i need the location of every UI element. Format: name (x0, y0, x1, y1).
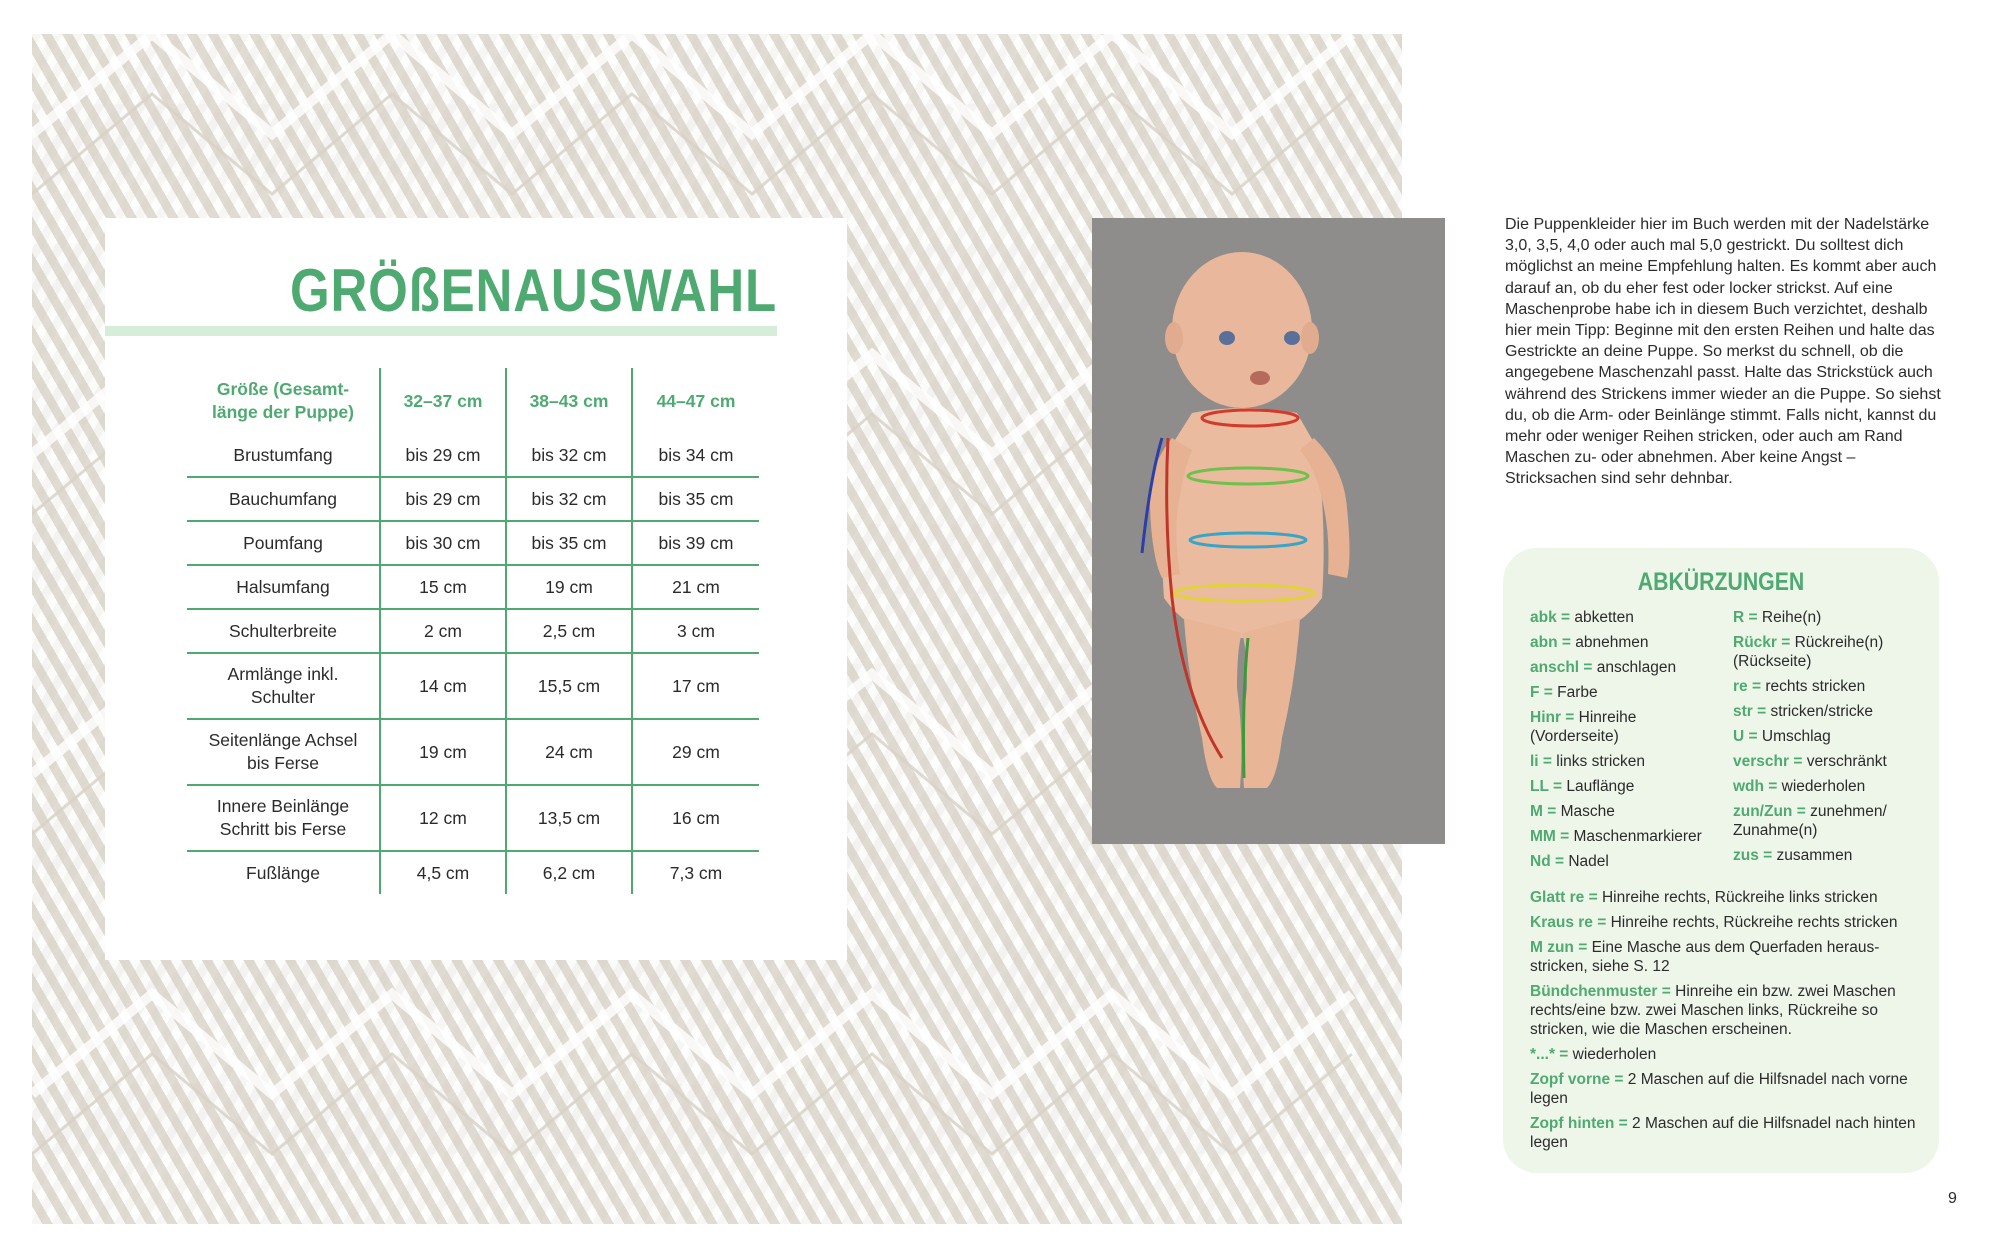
table-cell: 4,5 cm (380, 851, 506, 894)
abbreviation-value: zusammen (1776, 847, 1853, 864)
abbreviation-item (1530, 608, 1730, 627)
size-table-header: 44–47 cm (656, 390, 736, 411)
abbreviation-value: zunehmen/ Zunahme(n) (1733, 803, 1887, 839)
abbreviation-key: R = (1733, 609, 1758, 626)
abbreviation-key: F = (1530, 684, 1553, 701)
size-chart-title: GRÖßENAUSWAHL (289, 257, 777, 324)
table-cell: Poumfang (187, 521, 380, 565)
size-table-header-row (187, 368, 759, 434)
abbreviation-key: str = (1733, 703, 1767, 720)
abbreviation-item (1530, 683, 1730, 702)
table-cell: 2,5 cm (506, 609, 632, 653)
abbreviation-key: Hinr = (1530, 709, 1575, 726)
abbreviation-value: links stricken (1556, 753, 1646, 770)
table-cell: Brustumfang (187, 434, 380, 477)
abbreviation-key: Bündchenmuster = (1530, 983, 1671, 1000)
doll-illustration (1092, 218, 1445, 844)
abbreviation-key: zun/Zun = (1733, 803, 1806, 820)
abbreviation-item (1733, 727, 1923, 746)
abbreviations-box (1503, 548, 1939, 1173)
table-cell: 2 cm (380, 609, 506, 653)
table-row (187, 609, 759, 653)
table-cell: Halsumfang (187, 565, 380, 609)
table-cell: bis 29 cm (380, 434, 506, 477)
abbreviation-key: verschr = (1733, 753, 1803, 770)
table-row (187, 434, 759, 477)
abbreviations-right-column (1733, 608, 1923, 871)
abbreviation-value: stricken/stricke (1770, 703, 1873, 720)
abbreviation-item (1530, 802, 1730, 821)
abbreviation-key: li = (1530, 753, 1552, 770)
abbreviation-value: wiederholen (1781, 778, 1866, 795)
abbreviation-item (1530, 633, 1730, 652)
table-row (187, 719, 759, 785)
abbreviation-item (1733, 633, 1923, 671)
abbreviations-left-column (1530, 608, 1730, 877)
abbreviation-key: Kraus re = (1530, 914, 1607, 931)
abbreviation-value: Masche (1560, 803, 1615, 820)
abbreviation-item (1530, 913, 1925, 932)
table-cell: bis 32 cm (506, 434, 632, 477)
table-cell: 6,2 cm (506, 851, 632, 894)
abbreviation-value: 2 Maschen auf die Hilfsnadel nach vorne legen (1530, 1071, 1908, 1107)
size-chart-card (105, 218, 847, 960)
size-table (187, 368, 759, 894)
table-cell: 12 cm (380, 785, 506, 851)
abbreviation-key: Zopf hinten = (1530, 1115, 1628, 1132)
abbreviation-value: 2 Maschen auf die Hilfsnadel nach hinten legen (1530, 1115, 1916, 1151)
table-cell: bis 29 cm (380, 477, 506, 521)
abbreviation-value: Hinreihe (Vorderseite) (1530, 709, 1637, 745)
table-cell: Innere Beinlänge Schritt bis Ferse (187, 785, 380, 851)
table-cell: 3 cm (677, 620, 715, 641)
abbreviation-item (1733, 702, 1923, 721)
abbreviation-item (1530, 658, 1730, 677)
table-cell: 13,5 cm (506, 785, 632, 851)
table-cell: Schulterbreite (187, 609, 380, 653)
table-row (187, 785, 759, 851)
table-cell: Fußlänge (187, 851, 380, 894)
abbreviation-value: Umschlag (1761, 728, 1831, 745)
abbreviation-value: Maschenmarkierer (1573, 828, 1702, 845)
abbreviation-key: Rückr = (1733, 634, 1791, 651)
abbreviation-value: Rückreihe(n) (Rückseite) (1733, 634, 1884, 670)
abbreviation-key: re = (1733, 678, 1762, 695)
title-underline (105, 326, 777, 336)
table-cell: 19 cm (380, 719, 506, 785)
table-cell: bis 35 cm (658, 488, 734, 509)
abbreviation-key: abk = (1530, 609, 1571, 626)
table-row (187, 851, 759, 894)
size-table-header: 32–37 cm (380, 368, 506, 434)
table-row (187, 477, 759, 521)
abbreviation-value: Nadel (1568, 853, 1609, 870)
abbreviation-key: Nd = (1530, 853, 1565, 870)
abbreviation-key: LL = (1530, 778, 1563, 795)
table-cell: 15 cm (380, 565, 506, 609)
abbreviation-key: abn = (1530, 634, 1571, 651)
abbreviation-value: Lauflänge (1566, 778, 1635, 795)
abbreviations-title: ABKÜRZUNGEN (1637, 568, 1805, 596)
abbreviation-key: Glatt re = (1530, 889, 1598, 906)
abbreviation-key: U = (1733, 728, 1758, 745)
size-table-header: 38–43 cm (506, 368, 632, 434)
abbreviation-item (1530, 1070, 1925, 1108)
table-cell: 29 cm (672, 741, 720, 762)
table-cell: Armlänge inkl. Schulter (187, 653, 380, 719)
abbreviation-item (1733, 777, 1923, 796)
size-table-header: Größe (Gesamt- länge der Puppe) (187, 368, 380, 434)
abbreviation-key: Zopf vorne = (1530, 1071, 1624, 1088)
abbreviation-item (1733, 752, 1923, 771)
abbreviation-value: Eine Masche aus dem Querfaden heraus-stricken, siehe S. 12 (1530, 939, 1880, 975)
abbreviation-item (1530, 982, 1925, 1039)
abbreviation-item (1530, 777, 1730, 796)
abbreviation-item (1733, 802, 1923, 840)
abbreviation-key: M zun = (1530, 939, 1588, 956)
abbreviation-key: *...* = (1530, 1046, 1569, 1063)
abbreviation-value: wiederholen (1572, 1046, 1657, 1063)
intro-paragraph: Die Puppenkleider hier im Buch werden mit der Nadelstärke 3,0, 3,5, 4,0 oder auch mal 5,0 gestrickt. Du solltest dich möglichst an meine Empfehlung halten. Es kommt aber auch darauf an, ob du eher fest oder locker strickst. Auf eine Maschenprobe habe ich in diesem Buch verzichtet, deshalb hier mein Tipp: Beginne mit den ersten Reihen und halte das Gestrickte an deine Puppe. So merkst du schnell, ob die angegebene Maschenzahl passt. Halte das Strickstück auch während des Strickens immer wieder an die Puppe. So siehst du, ob die Arm- oder Beinlänge stimmt. Falls nicht, kannst du mehr oder weniger Reihen stricken, oder auch am Rand Maschen zu- oder abnehmen. Aber keine Angst – Stricksachen sind sehr dehnbar. (1505, 216, 1941, 488)
abbreviation-item (1733, 846, 1923, 865)
table-cell: 17 cm (672, 675, 720, 696)
abbreviation-value: abnehmen (1575, 634, 1649, 651)
abbreviation-value: anschlagen (1596, 659, 1677, 676)
page-number: 9 (1948, 1190, 1957, 1207)
abbreviation-item (1530, 852, 1730, 871)
abbreviation-value: verschränkt (1806, 753, 1887, 770)
abbreviation-key: wdh = (1733, 778, 1778, 795)
table-cell: bis 34 cm (658, 444, 734, 465)
abbreviation-key: MM = (1530, 828, 1570, 845)
abbreviation-value: Farbe (1557, 684, 1598, 701)
table-cell: bis 39 cm (658, 532, 734, 553)
table-cell: 16 cm (672, 807, 720, 828)
abbreviation-value: rechts stricken (1765, 678, 1866, 695)
abbreviation-key: anschl = (1530, 659, 1593, 676)
abbreviation-value: Hinreihe ein bzw. zwei Maschen rechts/eine bzw. zwei Maschen links, Rückreihe so stricken, wie die Maschen erscheinen. (1530, 983, 1896, 1038)
abbreviation-item (1530, 708, 1660, 746)
table-cell: Bauchumfang (187, 477, 380, 521)
abbreviation-value: Hinreihe rechts, Rückreihe rechts stricken (1610, 914, 1898, 931)
abbreviation-item (1530, 888, 1925, 907)
table-row (187, 653, 759, 719)
table-row (187, 521, 759, 565)
table-cell: Seitenlänge Achsel bis Ferse (187, 719, 380, 785)
table-row (187, 565, 759, 609)
abbreviation-key: M = (1530, 803, 1557, 820)
table-cell: 19 cm (506, 565, 632, 609)
abbreviation-value: Reihe(n) (1761, 609, 1822, 626)
abbreviation-item (1530, 752, 1730, 771)
abbreviation-item (1733, 608, 1923, 627)
table-cell: 15,5 cm (506, 653, 632, 719)
table-cell: 14 cm (380, 653, 506, 719)
abbreviation-item (1530, 1114, 1925, 1152)
table-cell: 21 cm (672, 576, 720, 597)
table-cell: bis 35 cm (506, 521, 632, 565)
abbreviation-value: abketten (1574, 609, 1634, 626)
abbreviation-item (1733, 677, 1923, 696)
abbreviation-key: zus = (1733, 847, 1773, 864)
abbreviation-value: Hinreihe rechts, Rückreihe links stricken (1601, 889, 1878, 906)
abbreviation-item (1530, 1045, 1925, 1064)
abbreviations-wide-list (1530, 888, 1925, 1158)
abbreviation-item (1530, 827, 1730, 846)
table-cell: bis 30 cm (380, 521, 506, 565)
table-cell: 7,3 cm (669, 862, 723, 883)
table-cell: bis 32 cm (506, 477, 632, 521)
table-cell: 24 cm (506, 719, 632, 785)
abbreviation-item (1530, 938, 1925, 976)
doll-measurement-photo (1092, 218, 1445, 844)
